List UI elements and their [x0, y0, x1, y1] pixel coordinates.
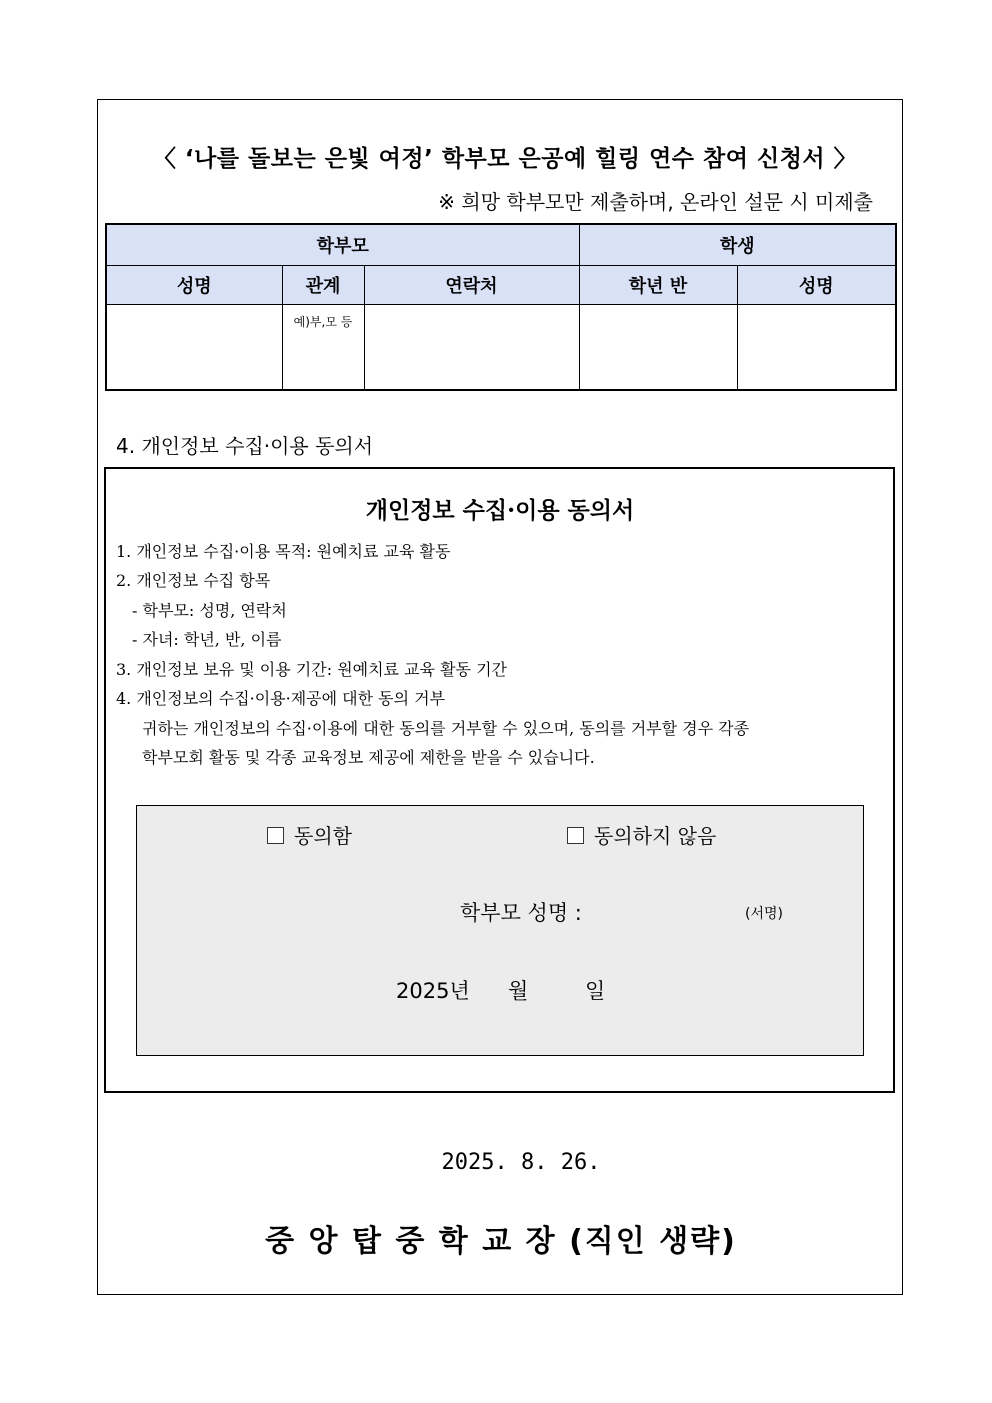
parent-name-cell[interactable] — [106, 305, 282, 391]
date-day: 일 — [585, 979, 606, 1003]
header-parent-name: 성명 — [106, 266, 282, 305]
signature-hint: (서명) — [745, 906, 783, 922]
form-title: 〈 ‘나를 돌보는 은빛 여정’ 학부모 은공예 힐링 연수 참여 신청서 〉 — [152, 146, 858, 172]
consent-clause: 2. 개인정보 수집 항목 — [116, 571, 271, 590]
date-year: 2025년 — [396, 979, 470, 1003]
consent-clause: - 학부모: 성명, 연락처 — [132, 601, 287, 620]
header-student-group: 학생 — [579, 224, 896, 266]
agree-label: 동의함 — [294, 824, 352, 848]
issue-date: 2025. 8. 26. — [441, 1150, 601, 1175]
consent-title: 개인정보 수집·이용 동의서 — [365, 497, 635, 524]
application-table — [105, 223, 897, 391]
disagree-label: 동의하지 않음 — [594, 824, 717, 848]
agree-option[interactable] — [267, 820, 352, 849]
disagree-checkbox-icon[interactable] — [567, 827, 584, 844]
header-relation: 관계 — [282, 266, 364, 305]
header-contact: 연락처 — [364, 266, 579, 305]
table-header-row — [106, 266, 896, 305]
section-4-heading: 4. 개인정보 수집·이용 동의서 — [116, 434, 374, 458]
table-row — [106, 305, 896, 391]
consent-clause: 1. 개인정보 수집·이용 목적: 원예치료 교육 활동 — [116, 542, 451, 561]
signature-box — [136, 805, 864, 1056]
date-month: 월 — [508, 979, 529, 1003]
consent-clause: 학부모회 활동 및 각종 교육정보 제공에 제한을 받을 수 있습니다. — [142, 748, 595, 767]
header-parent-group: 학부모 — [106, 224, 579, 266]
contact-cell[interactable] — [364, 305, 579, 391]
consent-clause: 귀하는 개인정보의 수집·이용에 대한 동의를 거부할 수 있으며, 동의를 거부할 경우 각종 — [142, 719, 750, 738]
disagree-option[interactable] — [567, 820, 716, 849]
student-name-cell[interactable] — [737, 305, 896, 391]
submission-notice: ※ 희망 학부모만 제출하며, 온라인 설문 시 미제출 — [438, 190, 873, 214]
header-grade-class: 학년 반 — [579, 266, 737, 305]
consent-clause: - 자녀: 학년, 반, 이름 — [132, 630, 282, 649]
consent-clause: 4. 개인정보의 수집·이용·제공에 대한 동의 거부 — [116, 689, 446, 708]
agree-checkbox-icon[interactable] — [267, 827, 284, 844]
consent-clause: 3. 개인정보 보유 및 이용 기간: 원예치료 교육 활동 기간 — [116, 660, 508, 679]
grade-class-cell[interactable] — [579, 305, 737, 391]
table-header-group-row — [106, 224, 896, 266]
relation-cell[interactable]: 예)부,모 등 — [282, 305, 364, 391]
parent-name-label: 학부모 성명 : — [460, 901, 582, 925]
header-student-name: 성명 — [737, 266, 896, 305]
school-principal-signature: 중 앙 탑 중 학 교 장 (직인 생략) — [265, 1224, 737, 1259]
